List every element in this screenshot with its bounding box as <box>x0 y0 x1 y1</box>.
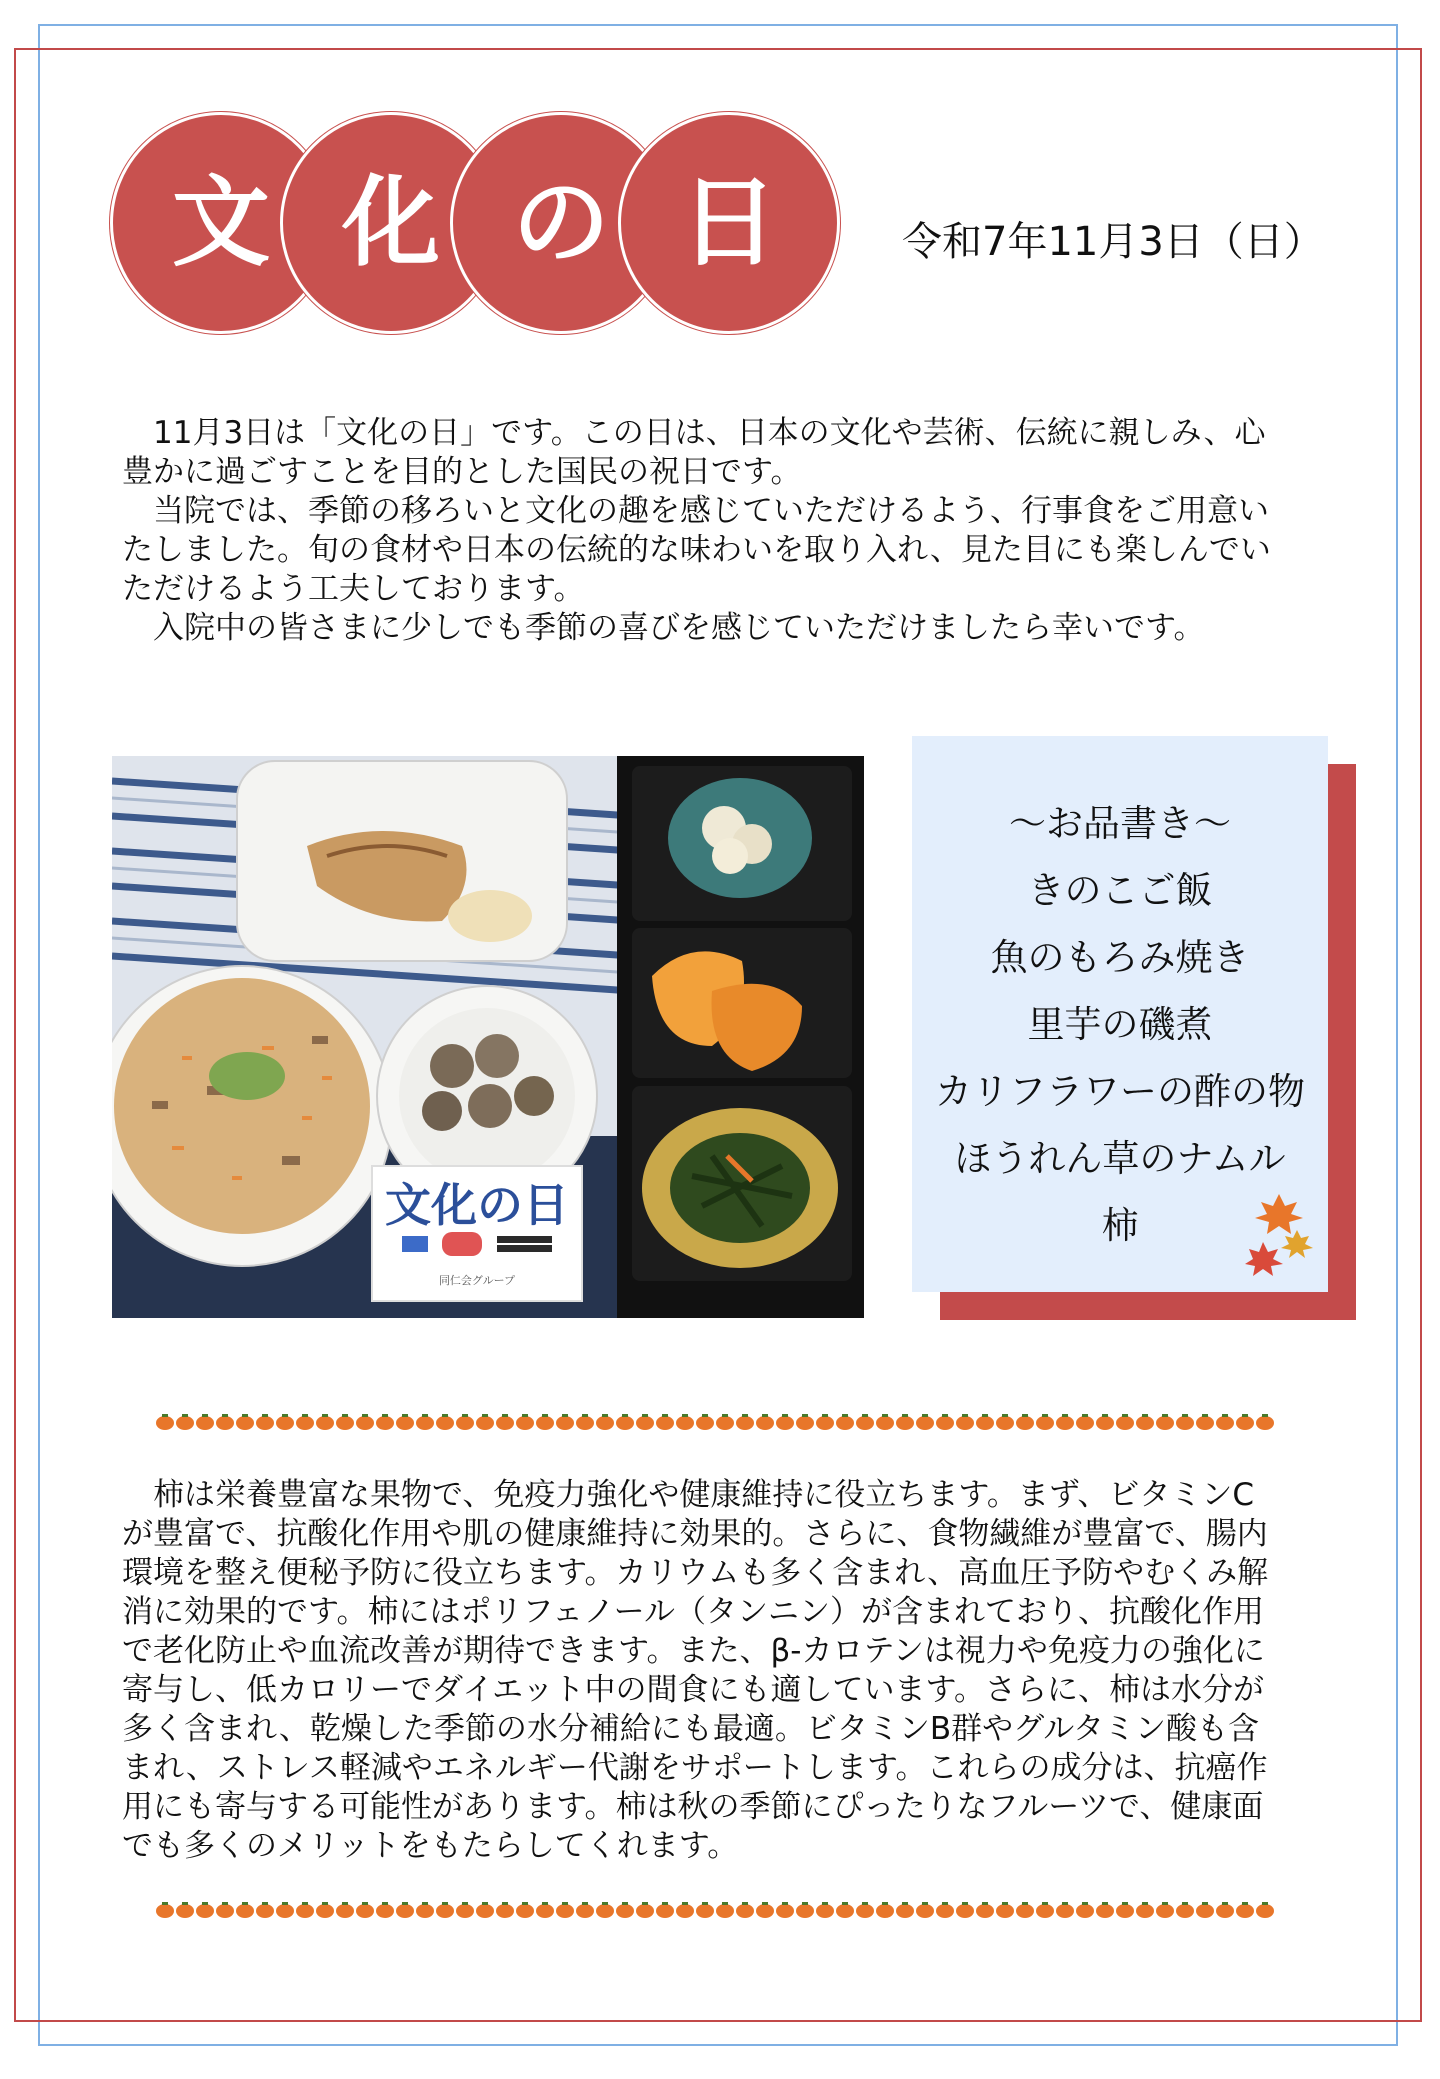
persimmon-icon <box>396 1414 414 1430</box>
persimmon-icon <box>596 1902 614 1918</box>
menu-item: 里芋の磯煮 <box>1027 1003 1213 1046</box>
persimmon-icon <box>476 1902 494 1918</box>
intro-line: 豊かに過ごすことを目的とした国民の祝日です。 <box>122 454 802 490</box>
article-line: 柿は栄養豊富な果物で、免疫力強化や健康維持に役立ちます。まず、ビタミンC <box>122 1477 1255 1513</box>
card-small-text: 同仁会グループ <box>438 1274 516 1287</box>
intro-line: ただけるよう工夫しております。 <box>122 571 585 607</box>
persimmon-icon <box>256 1414 274 1430</box>
persimmon-icon <box>1136 1902 1154 1918</box>
persimmon-icon <box>496 1414 514 1430</box>
article-line: 消に効果的です。柿にはポリフェノール（タンニン）が含まれており、抗酸化作用 <box>122 1594 1265 1630</box>
persimmon-icon <box>516 1902 534 1918</box>
persimmon-icon <box>356 1902 374 1918</box>
persimmon-icon <box>436 1414 454 1430</box>
card-title: 文化の日 <box>385 1178 569 1232</box>
title-char: 文 <box>171 166 270 280</box>
persimmon-icon <box>1196 1414 1214 1430</box>
persimmon-icon <box>416 1902 434 1918</box>
persimmon-icon <box>196 1414 214 1430</box>
persimmon-icon <box>296 1902 314 1918</box>
persimmon-icon <box>756 1902 774 1918</box>
persimmon-icon <box>376 1902 394 1918</box>
persimmon-icon <box>1056 1414 1074 1430</box>
persimmon-icon <box>856 1902 874 1918</box>
persimmon-icon <box>616 1902 634 1918</box>
article-line: で老化防止や血流改善が期待できます。また、β-カロテンは視力や免疫力の強化に <box>122 1633 1265 1669</box>
persimmon-icon <box>296 1414 314 1430</box>
persimmon-icon <box>956 1414 974 1430</box>
persimmon-icon <box>316 1902 334 1918</box>
persimmon-icon <box>356 1414 374 1430</box>
persimmon-icon <box>976 1414 994 1430</box>
persimmon-icon <box>836 1902 854 1918</box>
article-line: 多く含まれ、乾燥した季節の水分補給にも最適。ビタミンB群やグルタミン酸も含 <box>122 1711 1259 1747</box>
persimmon-icon <box>936 1902 954 1918</box>
persimmon-icon <box>536 1902 554 1918</box>
article-line: 環境を整え便秘予防に役立ちます。カリウムも多く含まれ、高血圧予防やむくみ解 <box>122 1555 1269 1591</box>
persimmon-icon <box>536 1414 554 1430</box>
persimmon-icon <box>696 1902 714 1918</box>
persimmon-icon <box>1196 1902 1214 1918</box>
intro-line: たしました。旬の食材や日本の伝統的な味わいを取り入れ、見た目にも楽しんでい <box>122 532 1271 568</box>
persimmon-icon <box>556 1902 574 1918</box>
persimmon-icon <box>756 1414 774 1430</box>
persimmon-icon <box>316 1414 334 1430</box>
persimmon-icon <box>496 1902 514 1918</box>
persimmon-icon <box>1036 1902 1054 1918</box>
persimmon-icon <box>236 1902 254 1918</box>
persimmon-icon <box>1256 1414 1274 1430</box>
persimmon-icon <box>1116 1902 1134 1918</box>
persimmon-icon <box>1256 1902 1274 1918</box>
article-line: 用にも寄与する可能性があります。柿は秋の季節にぴったりなフルーツで、健康面 <box>122 1789 1264 1825</box>
article-line: 寄与し、低カロリーでダイエット中の間食にも適しています。さらに、柿は水分が <box>122 1672 1265 1708</box>
persimmon-icon <box>796 1414 814 1430</box>
persimmon-icon <box>956 1902 974 1918</box>
persimmon-article <box>122 1476 1312 1866</box>
persimmon-icon <box>676 1414 694 1430</box>
persimmon-icon <box>376 1414 394 1430</box>
persimmon-icon <box>176 1414 194 1430</box>
menu-item: きのこご飯 <box>1027 869 1213 912</box>
intro-line: 当院では、季節の移ろいと文化の趣を感じていただけるよう、行事食をご用意い <box>122 493 1269 529</box>
persimmon-icon <box>1236 1414 1254 1430</box>
persimmon-icon <box>676 1902 694 1918</box>
persimmon-icon <box>716 1414 734 1430</box>
persimmon-icon <box>516 1414 534 1430</box>
persimmon-icon <box>776 1414 794 1430</box>
menu-item: 魚のもろみ焼き <box>990 936 1250 979</box>
persimmon-icon <box>1076 1414 1094 1430</box>
persimmon-icon <box>236 1414 254 1430</box>
persimmon-icon <box>616 1414 634 1430</box>
persimmon-icon <box>396 1902 414 1918</box>
persimmon-icon <box>276 1902 294 1918</box>
article-line: が豊富で、抗酸化作用や肌の健康維持に効果的。さらに、食物繊維が豊富で、腸内 <box>122 1516 1268 1552</box>
persimmon-icon <box>996 1902 1014 1918</box>
persimmon-icon <box>216 1902 234 1918</box>
persimmon-icon <box>1116 1414 1134 1430</box>
persimmon-icon <box>936 1414 954 1430</box>
intro-paragraph <box>122 414 1312 648</box>
persimmon-icon <box>976 1902 994 1918</box>
persimmon-icon <box>796 1902 814 1918</box>
persimmon-icon <box>1136 1414 1154 1430</box>
persimmon-icon <box>1016 1902 1034 1918</box>
persimmon-icon <box>636 1414 654 1430</box>
persimmon-icon <box>896 1414 914 1430</box>
persimmon-icon <box>336 1414 354 1430</box>
persimmon-divider-top <box>155 1412 1283 1432</box>
article-line: でも多くのメリットをもたらしてくれます。 <box>122 1828 739 1864</box>
persimmon-icon <box>436 1902 454 1918</box>
persimmon-icon <box>216 1414 234 1430</box>
persimmon-icon <box>456 1414 474 1430</box>
persimmon-icon <box>736 1902 754 1918</box>
event-date: 令和7年11月3日（日） <box>902 219 1324 265</box>
meal-illustration <box>112 756 864 1318</box>
intro-line: 入院中の皆さまに少しでも季節の喜びを感じていただけましたら幸いです。 <box>122 610 1205 646</box>
menu-item: カリフラワーの酢の物 <box>935 1070 1305 1113</box>
persimmon-divider-bottom <box>155 1900 1283 1920</box>
persimmon-icon <box>656 1414 674 1430</box>
persimmon-icon <box>416 1414 434 1430</box>
persimmon-icon <box>196 1902 214 1918</box>
persimmon-icon <box>876 1414 894 1430</box>
persimmon-icon <box>816 1902 834 1918</box>
menu-item: 柿 <box>1101 1204 1139 1247</box>
persimmon-icon <box>836 1414 854 1430</box>
persimmon-icon <box>1216 1902 1234 1918</box>
persimmon-icon <box>1236 1902 1254 1918</box>
persimmon-icon <box>156 1902 174 1918</box>
persimmon-icon <box>856 1414 874 1430</box>
persimmon-icon <box>1036 1414 1054 1430</box>
menu-heading: ～お品書き～ <box>1009 802 1231 845</box>
persimmon-icon <box>576 1902 594 1918</box>
persimmon-icon <box>736 1414 754 1430</box>
persimmon-icon <box>656 1902 674 1918</box>
persimmon-icon <box>1096 1902 1114 1918</box>
persimmon-icon <box>1176 1414 1194 1430</box>
persimmon-icon <box>636 1902 654 1918</box>
persimmon-icon <box>716 1902 734 1918</box>
persimmon-icon <box>256 1902 274 1918</box>
article-line: まれ、ストレス軽減やエネルギー代謝をサポートします。これらの成分は、抗癌作 <box>122 1750 1268 1786</box>
persimmon-icon <box>476 1414 494 1430</box>
persimmon-icon <box>1216 1414 1234 1430</box>
persimmon-icon <box>556 1414 574 1430</box>
persimmon-icon <box>1156 1414 1174 1430</box>
persimmon-icon <box>276 1414 294 1430</box>
persimmon-icon <box>776 1902 794 1918</box>
persimmon-icon <box>816 1414 834 1430</box>
persimmon-icon <box>576 1414 594 1430</box>
persimmon-icon <box>1096 1414 1114 1430</box>
persimmon-icon <box>876 1902 894 1918</box>
persimmon-icon <box>1156 1902 1174 1918</box>
persimmon-icon <box>156 1414 174 1430</box>
persimmon-icon <box>1076 1902 1094 1918</box>
persimmon-icon <box>1016 1414 1034 1430</box>
persimmon-icon <box>996 1414 1014 1430</box>
persimmon-icon <box>1176 1902 1194 1918</box>
title-banner <box>110 112 840 337</box>
persimmon-icon <box>336 1902 354 1918</box>
persimmon-icon <box>916 1414 934 1430</box>
title-char: 日 <box>679 166 778 280</box>
title-char: 化 <box>341 166 440 280</box>
persimmon-icon <box>456 1902 474 1918</box>
persimmon-icon <box>1056 1902 1074 1918</box>
meal-photo <box>112 756 864 1318</box>
persimmon-icon <box>916 1902 934 1918</box>
persimmon-icon <box>176 1902 194 1918</box>
persimmon-icon <box>896 1902 914 1918</box>
maple-leaves-icon <box>1245 1192 1313 1278</box>
title-circle <box>618 112 840 334</box>
persimmon-icon <box>696 1414 714 1430</box>
persimmon-icon <box>596 1414 614 1430</box>
menu-item: ほうれん草のナムル <box>954 1137 1286 1180</box>
intro-line: 11月3日は「文化の日」です。この日は、日本の文化や芸術、伝統に親しみ、心 <box>122 415 1266 451</box>
title-char: の <box>511 166 610 280</box>
